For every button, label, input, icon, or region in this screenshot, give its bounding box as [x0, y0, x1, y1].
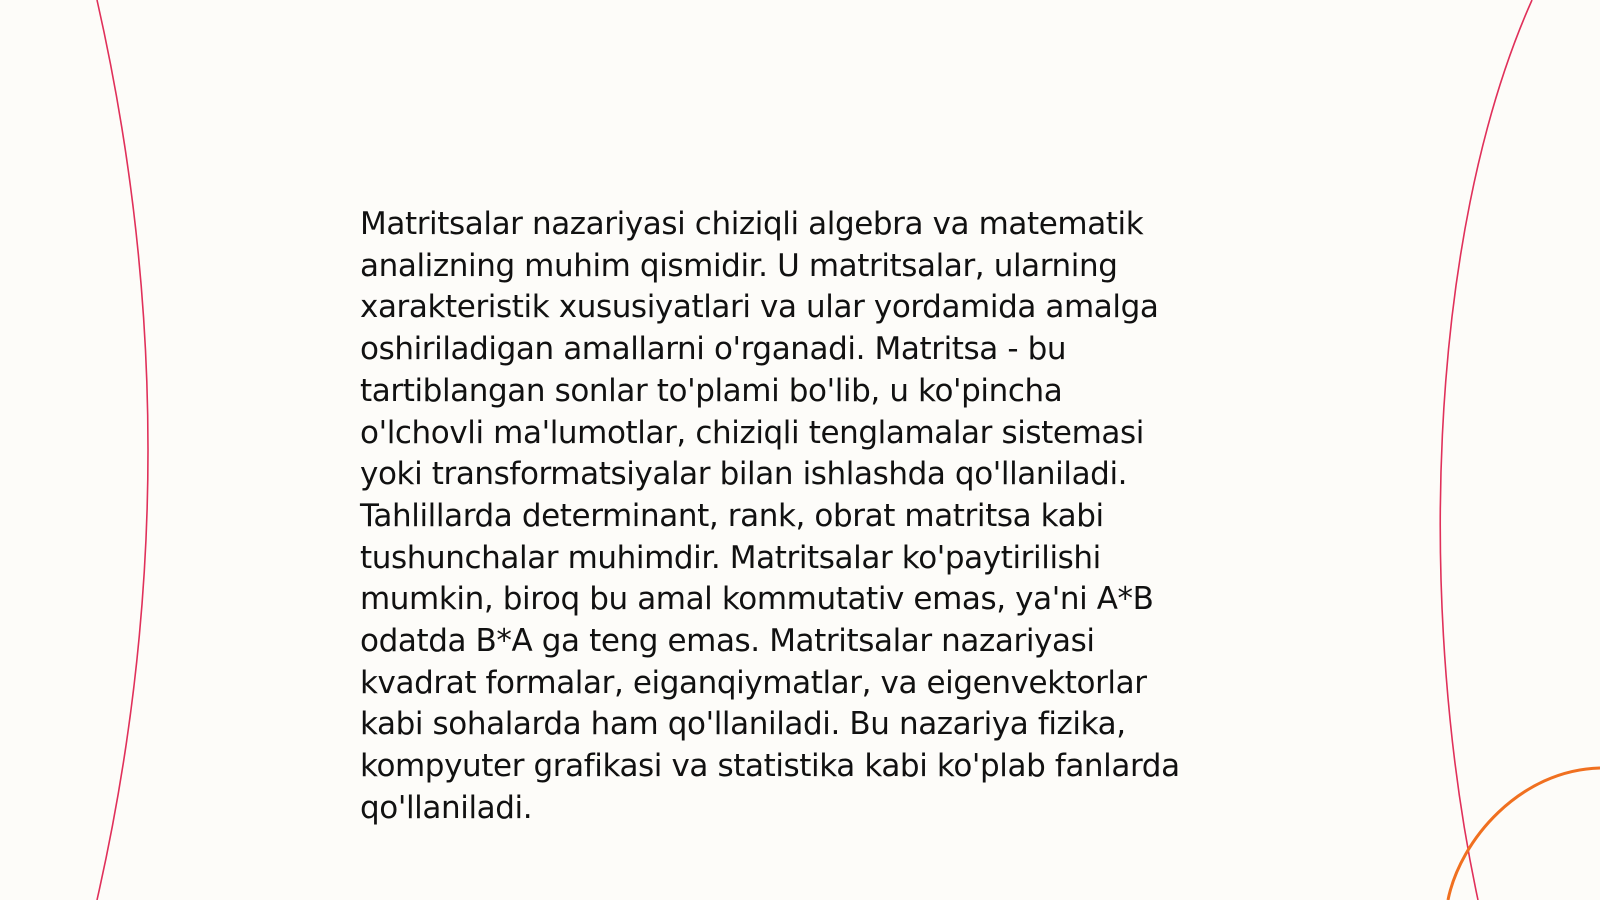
body-text-line: kompyuter grafikasi va statistika kabi ko'plab fanlarda	[360, 748, 1180, 785]
left-decorative-arc-icon	[97, 0, 148, 900]
body-text-line: xarakteristik xususiyatlari va ular yordamida amalga	[360, 289, 1159, 326]
body-text-line: kabi sohalarda ham qo'llaniladi. Bu nazariya fizika,	[360, 706, 1126, 743]
body-text-line: o'lchovli ma'lumotlar, chiziqli tenglamalar sistemasi	[360, 414, 1144, 451]
body-text-line: mumkin, biroq bu amal kommutativ emas, ya'ni A*B	[360, 581, 1154, 618]
body-text-line: tartiblangan sonlar to'plami bo'lib, u ko'pincha	[360, 372, 1063, 409]
body-text-line: odatda B*A ga teng emas. Matritsalar nazariyasi	[360, 623, 1095, 660]
right-decorative-arc-icon	[1440, 0, 1532, 900]
body-text-line: qo'llaniladi.	[360, 789, 533, 826]
body-text-line: yoki transformatsiyalar bilan ishlashda qo'llaniladi.	[360, 456, 1128, 493]
body-text-line: analizning muhim qismidir. U matritsalar, ularning	[360, 247, 1118, 284]
body-text-line: Matritsalar nazariyasi chiziqli algebra va matematik	[360, 206, 1144, 242]
body-text	[360, 204, 1260, 830]
body-text-line: tushunchalar muhimdir. Matritsalar ko'paytirilishi	[360, 539, 1101, 576]
orange-circle-arc-icon	[1448, 768, 1600, 900]
body-text-line: oshiriladigan amallarni o'rganadi. Matritsa - bu	[360, 331, 1067, 368]
body-text-line: Tahlillarda determinant, rank, obrat matritsa kabi	[360, 497, 1104, 534]
body-text-line: kvadrat formalar, eiganqiymatlar, va eigenvektorlar	[360, 664, 1147, 701]
